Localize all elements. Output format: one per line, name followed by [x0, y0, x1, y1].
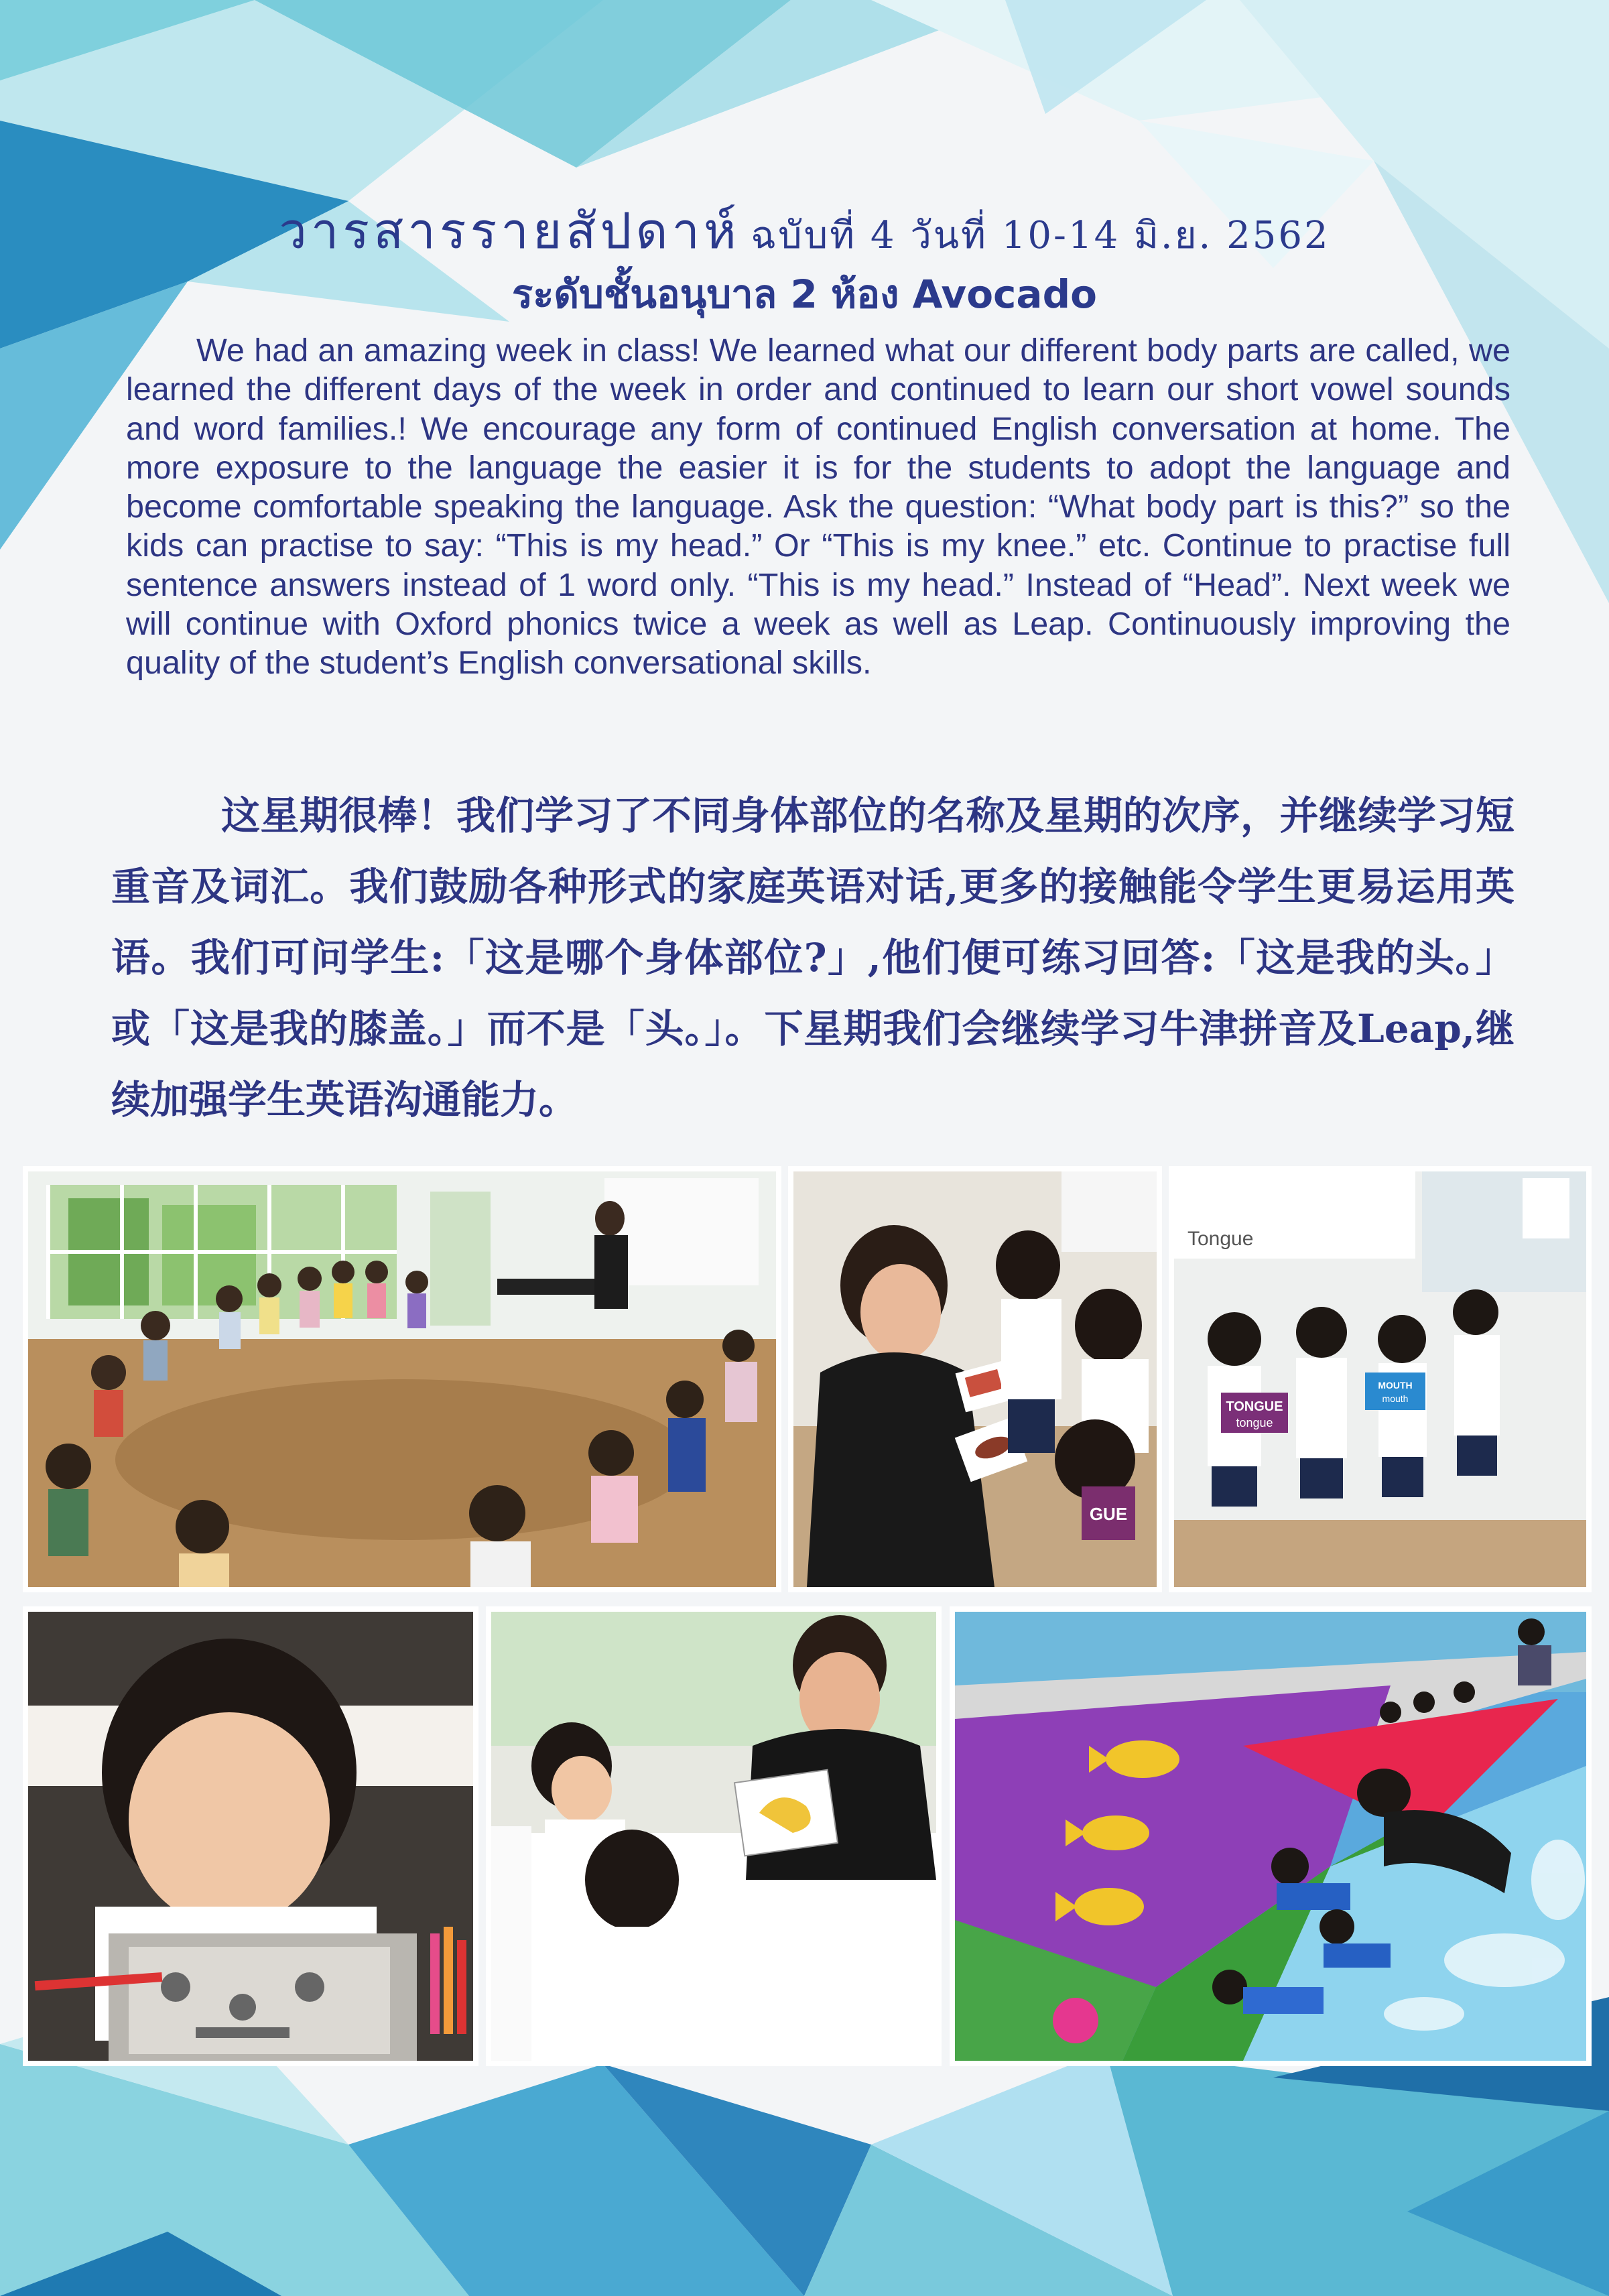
photo-girl-drawing [28, 1612, 473, 2061]
flashcards-photo-illustration [793, 1171, 1157, 1587]
chinese-paragraph: 这星期很棒！我们学习了不同身体部位的名称及星期的次序，并继续学习短重音及词汇。我们鼓励各种形式的家庭英语对话,更多的接触能令学生更易运用英语。我们可问学生:「这是哪个身体部位?」,他们便可练习回答:「这是我的头。」或「这是我的膝盖。」而不是「头。」。下星期我们会继续学习牛津拼音及Leap,继续加强学生英语沟通能力。 [111, 793, 1515, 1123]
board-word: Tongue [1187, 1228, 1254, 1250]
photo-flashcards-teacher [793, 1171, 1157, 1587]
title-main: วารสารรายสัปดาห์ [279, 202, 741, 260]
photo-classroom-circle [28, 1171, 776, 1587]
english-paragraph: We had an amazing week in class! We learned what our different body parts are called, we learned the different days of the week in order and continued to learn our short vowel sounds and word families.! We encourage any form of continued English conversation at home. The more exposure to the language the easier it is for the students to adopt the language and become comfortable speaking the language. Ask the question: “What body part is this?” so the kids can practise to say: “This is my head.” Or “This is my knee.” etc. Continue to practise full sentence answers instead of 1 word only. “This is my head.” Instead of “Head”. Next week we will continue with Oxford phonics twice a week as well as Leap. Continuously improving the quality of the student’s English conversational skills. [126, 332, 1510, 682]
pool-photo-illustration [955, 1612, 1586, 2061]
class-subtitle: ระดับชั้นอนุบาล 2 ห้อง Avocado [512, 271, 1097, 317]
newsletter-title [0, 191, 1609, 270]
photo-teacher-table [491, 1612, 936, 2061]
teacher-table-photo-illustration [491, 1612, 936, 2061]
card-tongue-small: tongue [1236, 1416, 1273, 1429]
title-issue: ฉบับที่ 4 วันที่ 10-14 มิ.ย. 2562 [750, 214, 1330, 257]
card-tongue-big: TONGUE [1226, 1399, 1283, 1414]
photo-swimming-pool [955, 1612, 1586, 2061]
classroom-photo-illustration [28, 1171, 776, 1587]
drawing-photo-illustration [28, 1612, 473, 2061]
card-mouth-small: mouth [1382, 1393, 1409, 1404]
photo-students-cards [1174, 1171, 1586, 1587]
card-purple-text: GUE [1089, 1504, 1128, 1524]
students-cards-photo-illustration [1174, 1171, 1586, 1587]
card-mouth-big: MOUTH [1378, 1380, 1413, 1391]
